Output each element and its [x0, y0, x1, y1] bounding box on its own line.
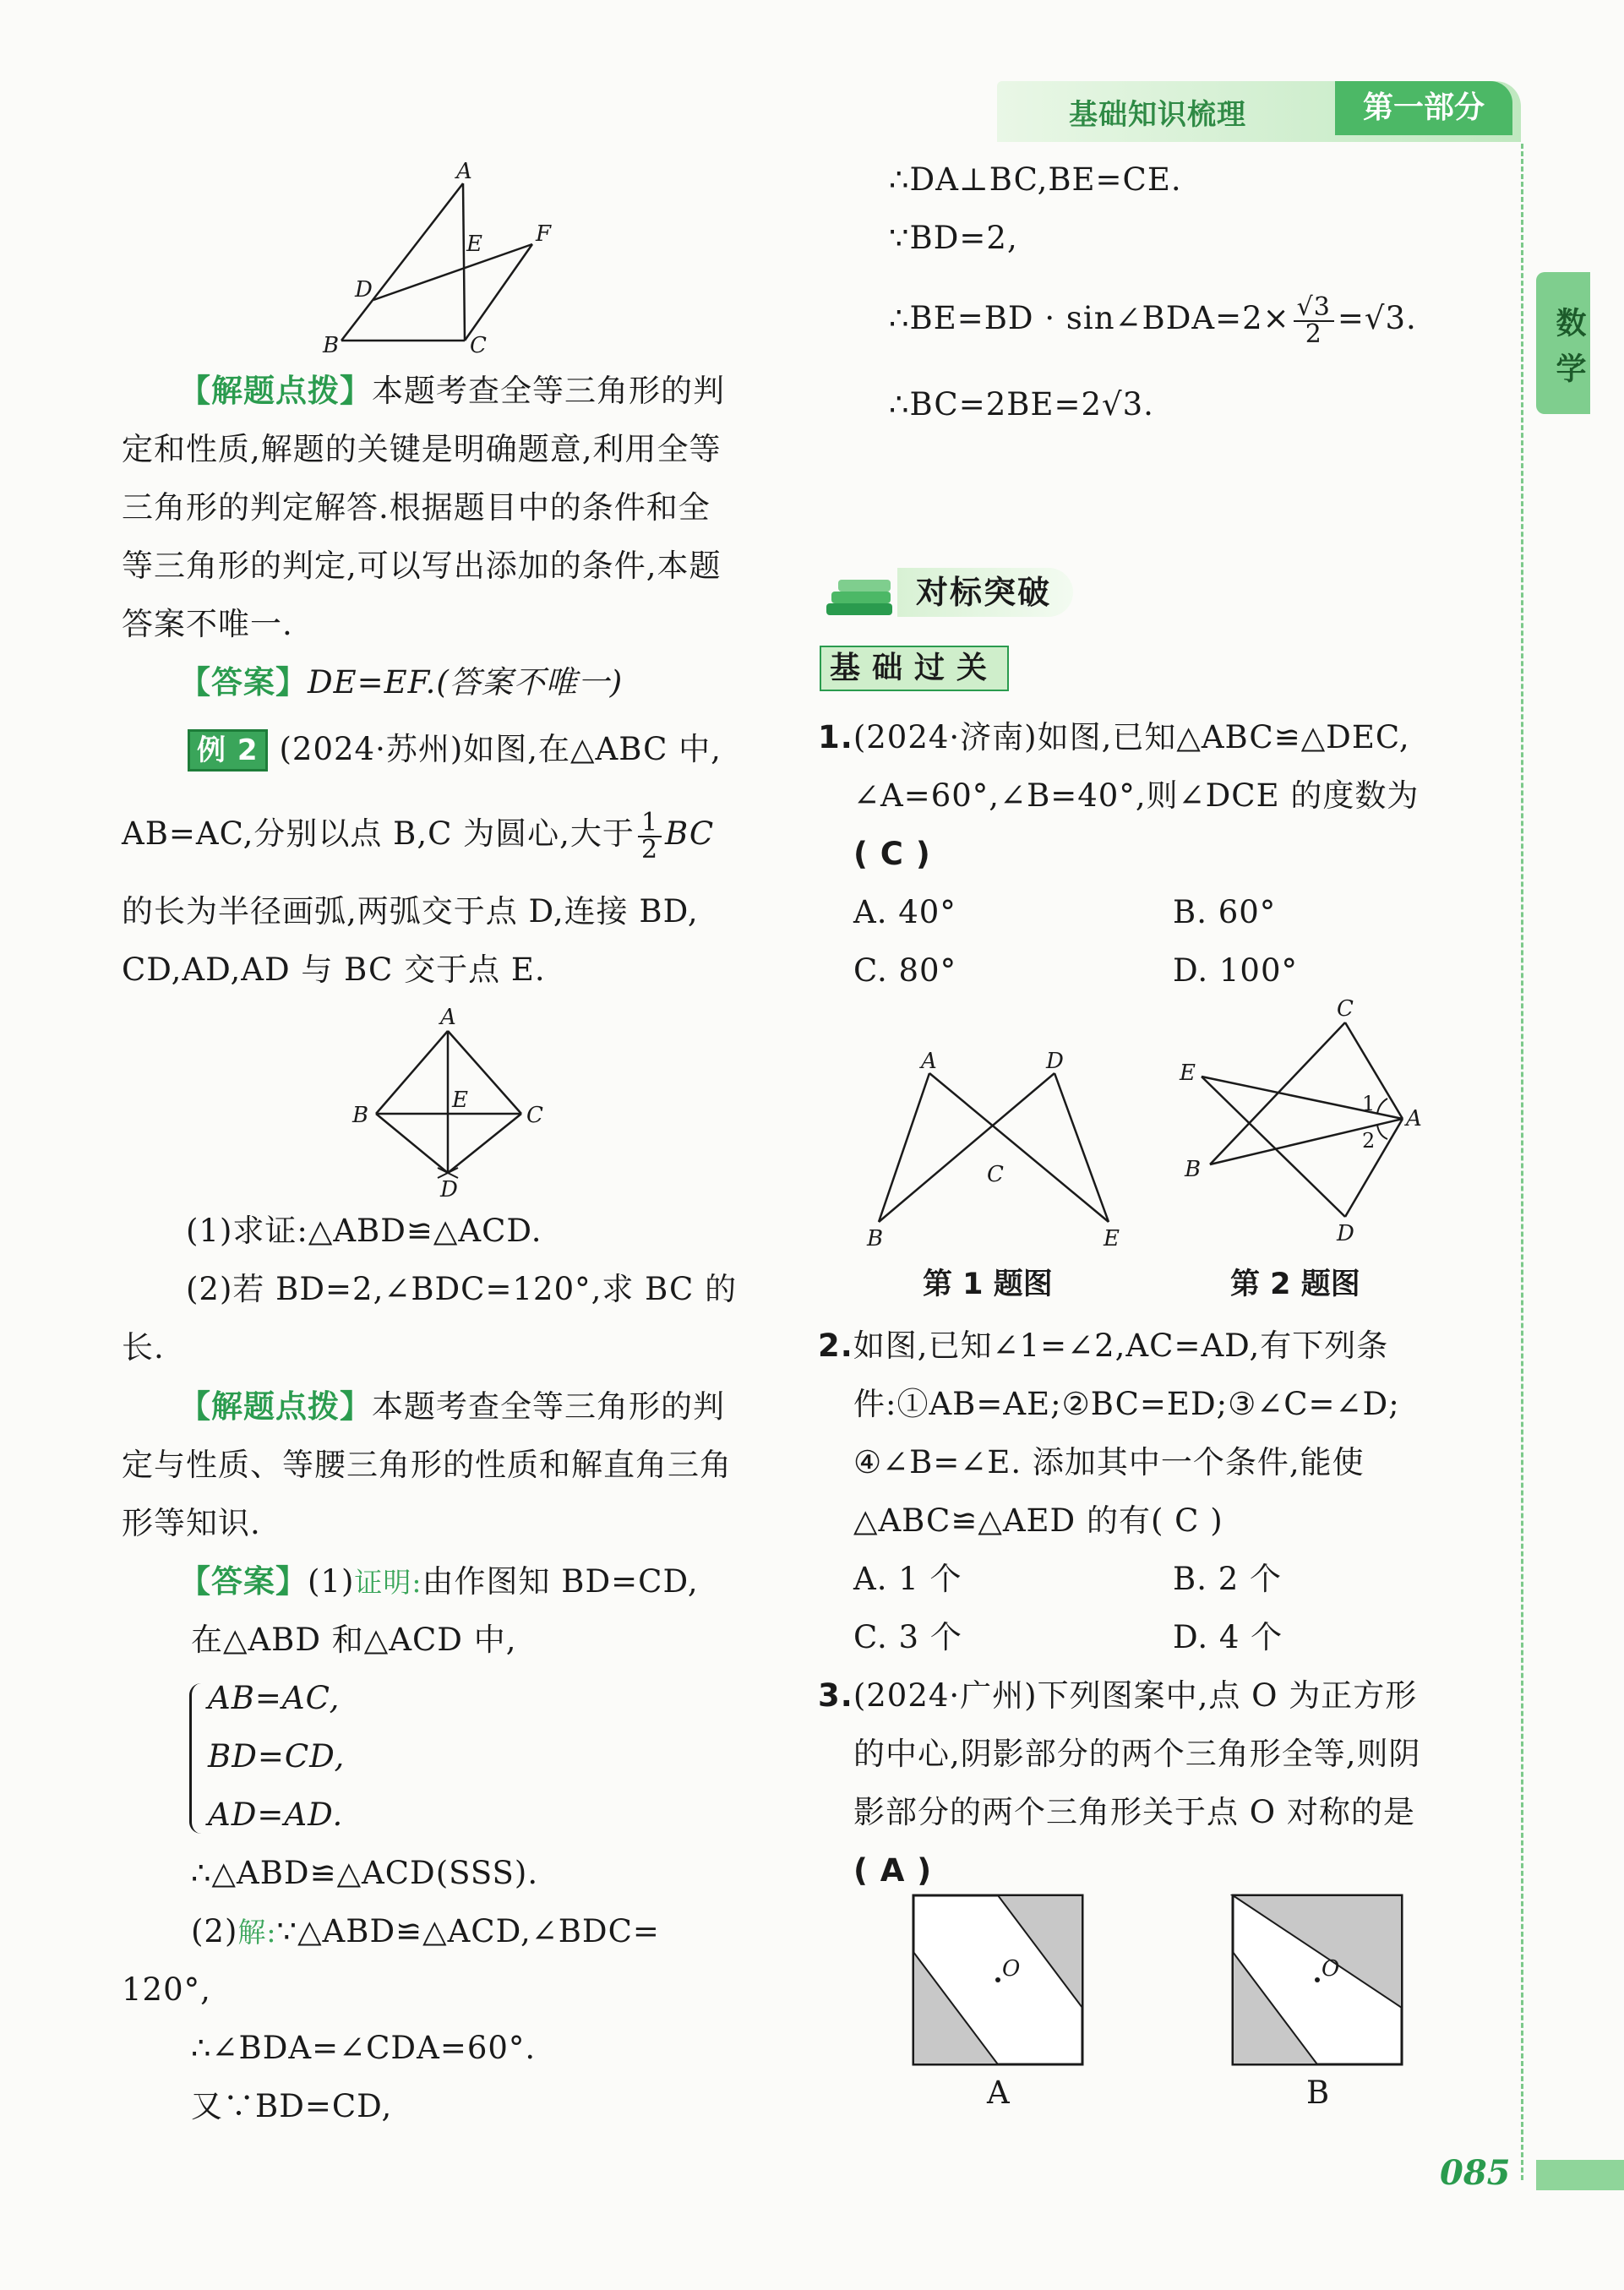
segment-df [373, 244, 532, 300]
right-line3: ∴BE=BD · sin∠BDA=2× $\frac{√3}{2}$ =√3. [889, 292, 1417, 349]
tip2-line2: 定与性质、等腰三角形的性质和解直角三角 [122, 1447, 732, 1483]
segment-cd [448, 1114, 521, 1173]
label-d: D [355, 277, 373, 303]
bottom-green-bar [1536, 2160, 1624, 2190]
figure-1-caption: 第 1 题图 [923, 1268, 1053, 1301]
label-c: C [1337, 996, 1354, 1022]
label-e: E [1104, 1226, 1120, 1251]
problem1-line2: ∠A=60°,∠B=40°,则∠DCE 的度数为 [853, 777, 1420, 814]
problem1-option-c: C. 80° [853, 952, 957, 989]
problem1-option-a: A. 40° [853, 894, 956, 930]
margin-dashed-line [1521, 144, 1523, 2180]
segment-ac [463, 183, 465, 341]
label-d: D [1046, 1049, 1064, 1074]
label-1: 1 [1362, 1092, 1376, 1115]
figure-parallelogram [321, 156, 575, 359]
problem2-option-c: C. 3 个 [853, 1619, 962, 1655]
answer2-part2-line2: 120°, [122, 1971, 211, 2008]
segment-ab [341, 183, 463, 341]
label-e: E [1180, 1060, 1196, 1086]
answer2-in-triangles: 在△ABD 和△ACD 中, [191, 1622, 517, 1658]
angle-1-arc [1377, 1099, 1387, 1114]
label-a: A [921, 1049, 937, 1074]
problem2-line1: 2.如图,已知∠1=∠2,AC=AD,有下列条 [818, 1328, 1389, 1364]
tip2-line1: 【解题点拨】本题考查全等三角形的判 [179, 1388, 725, 1425]
answer1-tag: 【答案】 [179, 664, 308, 701]
fraction-one-half: $\frac{1}{2}$ [638, 810, 662, 863]
problem2-line4: △ABC≌△AED 的有( C ) [853, 1502, 1223, 1539]
problem3-line1: 3.(2024·广州)下列图案中,点 O 为正方形 [818, 1677, 1418, 1714]
books-icon [826, 566, 899, 620]
right-line2: ∵BD=2, [889, 220, 1018, 256]
problem2-line2: 件:①AB=AE;②BC=ED;③∠C=∠D; [853, 1386, 1400, 1422]
label-e: E [466, 232, 482, 257]
segment-ab [376, 1031, 448, 1114]
question1-prove: (1)求证:△ABD≌△ACD. [186, 1213, 542, 1249]
example2-line2: AB=AC,分别以点 B,C 为圆心,大于 $\frac{1}{2}$ BC [122, 807, 715, 864]
problem3-line3: 影部分的两个三角形关于点 O 对称的是 [853, 1794, 1415, 1830]
tip1-tag: 【解题点拨】 [179, 373, 372, 409]
label-d: D [1337, 1221, 1354, 1246]
right-line4: ∴BC=2BE=2√3. [889, 386, 1154, 423]
answer2-line1: 【答案】(1)证明:由作图知 BD=CD, [179, 1563, 699, 1600]
answer2-part2-line1: (2)解:∵△ABD≌△ACD,∠BDC= [191, 1913, 660, 1949]
label-b: B [352, 1103, 369, 1128]
label-a: A [1406, 1106, 1422, 1131]
example2-line3: 的长为半径画弧,两弧交于点 D,连接 BD, [122, 893, 699, 930]
problem1-answer: ( C ) [853, 836, 931, 872]
label-c: C [987, 1162, 1004, 1187]
answer2-conclusion: ∴△ABD≌△ACD(SSS). [191, 1855, 539, 1891]
figure-kite [342, 1006, 553, 1200]
pattern-a [911, 1893, 1085, 2067]
problem2-line3: ④∠B=∠E. 添加其中一个条件,能使 [853, 1444, 1365, 1480]
segment-bd [376, 1114, 448, 1173]
label-o: O [1002, 1956, 1021, 1982]
example2-line1: 例 2 (2024·苏州)如图,在△ABC 中, [188, 720, 722, 778]
example2-tag: 例 2 [188, 729, 268, 772]
answer2-tag: 【答案】 [179, 1563, 308, 1600]
problem2-option-b: B. 2 个 [1173, 1561, 1283, 1597]
problem1-line1: 1.(2024·济南)如图,已知△ABC≌△DEC, [818, 719, 1410, 755]
question2-line2: 长. [122, 1329, 165, 1366]
figure-2-caption: 第 2 题图 [1230, 1268, 1360, 1301]
tip1-line4: 等三角形的判定,可以写出添加的条件,本题 [122, 548, 722, 584]
answer1: 【答案】DE=EF.(答案不唯一) [179, 664, 624, 701]
part-tab: 第一部分 [1335, 81, 1512, 135]
label-f: F [536, 221, 552, 247]
answer2-angles: ∴∠BDA=∠CDA=60°. [191, 2030, 537, 2066]
label-2: 2 [1362, 1129, 1376, 1153]
tip1-line5: 答案不唯一. [122, 606, 293, 642]
problem1-option-d: D. 100° [1173, 952, 1298, 989]
pattern-b [1230, 1893, 1404, 2067]
label-c: C [526, 1103, 543, 1128]
figure-1 [853, 1048, 1132, 1251]
problem2-option-a: A. 1 个 [853, 1561, 962, 1597]
section-title: 对标突破 [897, 568, 1073, 617]
system-brace [189, 1683, 207, 1834]
system-line1: AB=AC, [208, 1680, 341, 1716]
angle-2-arc [1377, 1125, 1387, 1139]
label-b: B [323, 333, 340, 358]
label-a: A [440, 1006, 456, 1030]
right-line1: ∴DA⊥BC,BE=CE. [889, 161, 1182, 198]
label-e: E [452, 1088, 468, 1113]
section-tab: 基础知识梳理 [1069, 98, 1246, 132]
example2-line4: CD,AD,AD 与 BC 交于点 E. [122, 951, 546, 988]
tip1-line1: 【解题点拨】本题考查全等三角形的判 [179, 373, 725, 409]
label-b: B [1185, 1157, 1202, 1182]
center-point [1315, 1977, 1320, 1982]
problem3-answer: ( A ) [853, 1852, 933, 1889]
label-c: C [470, 333, 487, 358]
question2-line1: (2)若 BD=2,∠BDC=120°,求 BC 的 [186, 1271, 738, 1307]
pattern-a-label: A [987, 2075, 1011, 2111]
problem1-option-b: B. 60° [1173, 894, 1277, 930]
label-a: A [456, 159, 472, 184]
center-point [995, 1977, 1000, 1982]
system-line3: AD=AD. [208, 1797, 344, 1833]
label-b: B [867, 1226, 884, 1251]
answer2-bd-cd: 又∵BD=CD, [191, 2088, 393, 2124]
fraction-sqrt3-over-2: $\frac{√3}{2}$ [1294, 295, 1334, 347]
tip2-tag: 【解题点拨】 [179, 1388, 372, 1425]
sub-title: 基础过关 [820, 646, 1009, 691]
figure-2 [1166, 995, 1445, 1249]
segment-cf [465, 244, 532, 341]
problem3-line2: 的中心,阴影部分的两个三角形全等,则阴 [853, 1736, 1421, 1772]
problem2-option-d: D. 4 个 [1173, 1619, 1283, 1655]
page-number: 085 [1440, 2153, 1511, 2193]
tip1-line2: 定和性质,解题的关键是明确题意,利用全等 [122, 431, 722, 467]
pattern-b-label: B [1306, 2075, 1331, 2111]
tip2-line3: 形等知识. [122, 1505, 261, 1541]
label-o: O [1322, 1956, 1340, 1982]
subject-tab: 数学 [1536, 272, 1590, 414]
tip1-line3: 三角形的判定解答.根据题目中的条件和全 [122, 489, 711, 526]
label-d: D [440, 1177, 458, 1200]
system-line2: BD=CD, [208, 1738, 346, 1775]
